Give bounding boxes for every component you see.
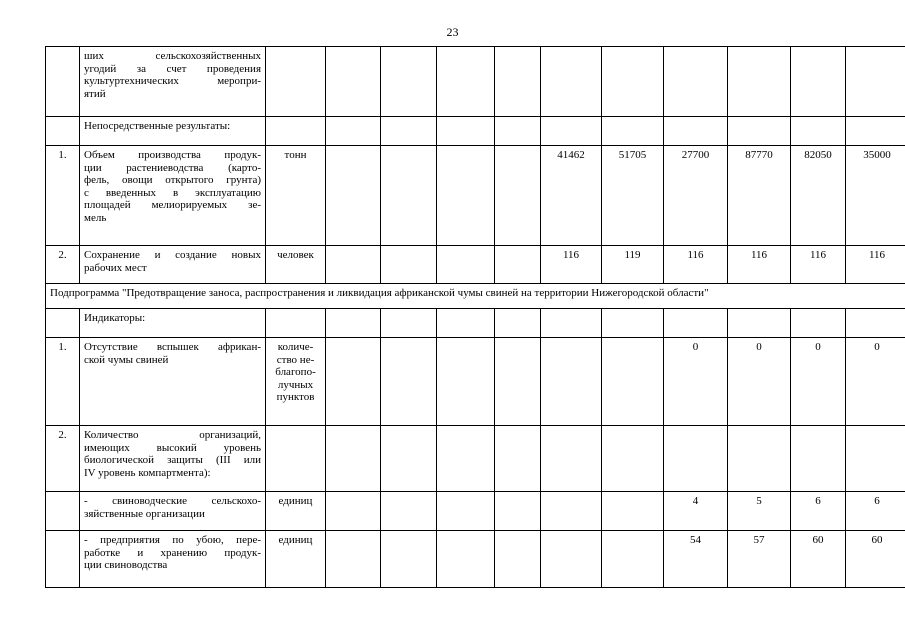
indicator-name: [80, 246, 266, 284]
table-row: [46, 117, 905, 146]
value-cell: [437, 47, 495, 117]
value-cell: [326, 47, 381, 117]
value-cell: [602, 338, 664, 426]
value-cell: [495, 531, 541, 588]
value-cell: [664, 309, 728, 338]
value-cell: [728, 426, 791, 492]
value-cell: [728, 309, 791, 338]
value-cell: 116: [541, 246, 602, 284]
page-number: 23: [446, 25, 459, 39]
row-number: 2.: [46, 426, 80, 492]
unit-line: количе-: [277, 341, 314, 353]
row-number: [46, 531, 80, 588]
indicator-name-line: Отсутствие вспышек африкан-: [84, 341, 261, 353]
value-cell: 6: [846, 492, 905, 531]
table-row: [46, 531, 905, 588]
value-cell: [602, 117, 664, 146]
value-cell: [791, 426, 846, 492]
value-cell: [437, 309, 495, 338]
indicator-name: [80, 338, 266, 426]
value-cell: 116: [791, 246, 846, 284]
value-cell: [326, 492, 381, 531]
value-cell: [437, 117, 495, 146]
indicator-name-line: рабочих мест: [84, 261, 147, 274]
value-cell: [728, 117, 791, 146]
indicator-name-line: имеющих высокий уровень: [84, 441, 261, 454]
value-cell: [326, 309, 381, 338]
indicator-name-line: биологической защиты (III или: [84, 454, 261, 467]
value-cell: [791, 47, 846, 117]
table-body: [46, 47, 905, 588]
value-cell: 116: [728, 246, 791, 284]
value-cell: [437, 492, 495, 531]
value-cell: 0: [791, 338, 846, 426]
value-cell: [728, 47, 791, 117]
value-cell: 41462: [541, 146, 602, 246]
value-cell: [381, 309, 437, 338]
value-cell: [326, 117, 381, 146]
value-cell: [495, 338, 541, 426]
subprogram-row: [46, 284, 905, 309]
indicator-name-line: с введенных в эксплуатацию: [84, 186, 261, 199]
row-number: 2.: [46, 246, 80, 284]
value-cell: [381, 117, 437, 146]
indicator-name-line: IV уровень компартмента):: [84, 466, 211, 479]
indicator-name-line: Непосредственные результаты:: [84, 120, 231, 132]
unit-line: лучных: [277, 378, 314, 391]
table-row: [46, 309, 905, 338]
indicator-name: [80, 117, 266, 146]
indicator-name-line: Количество организаций,: [84, 429, 261, 441]
indicator-name: [80, 492, 266, 531]
value-cell: 82050: [791, 146, 846, 246]
value-cell: 0: [846, 338, 905, 426]
unit-of-measure: [266, 309, 326, 338]
value-cell: [381, 47, 437, 117]
value-cell: [437, 338, 495, 426]
indicator-name-line: Индикаторы:: [84, 312, 146, 324]
value-cell: [495, 246, 541, 284]
table-row: [46, 426, 905, 492]
indicator-name: [80, 426, 266, 492]
row-number: [46, 309, 80, 338]
row-number: 1.: [46, 338, 80, 426]
indicator-name: [80, 47, 266, 117]
indicator-name: [80, 531, 266, 588]
value-cell: [381, 426, 437, 492]
value-cell: [602, 531, 664, 588]
indicator-name-line: ятий: [84, 87, 106, 100]
value-cell: [495, 146, 541, 246]
value-cell: [541, 309, 602, 338]
indicator-name-line: ции свиноводства: [84, 559, 168, 572]
value-cell: 0: [728, 338, 791, 426]
row-number: [46, 117, 80, 146]
value-cell: [846, 117, 905, 146]
value-cell: [437, 246, 495, 284]
value-cell: [541, 492, 602, 531]
value-cell: [381, 338, 437, 426]
value-cell: [541, 117, 602, 146]
value-cell: 27700: [664, 146, 728, 246]
value-cell: 60: [791, 531, 846, 588]
indicator-name-line: - свиноводческие сельскохо-: [84, 495, 261, 507]
value-cell: [791, 309, 846, 338]
unit-of-measure: [266, 117, 326, 146]
value-cell: 4: [664, 492, 728, 531]
unit-of-measure: [266, 531, 326, 588]
value-cell: [437, 531, 495, 588]
row-number: [46, 492, 80, 531]
value-cell: [602, 492, 664, 531]
table-row: [46, 146, 905, 246]
value-cell: 60: [846, 531, 905, 588]
unit-of-measure: [266, 246, 326, 284]
unit-of-measure: [266, 146, 326, 246]
value-cell: 6: [791, 492, 846, 531]
value-cell: [495, 309, 541, 338]
value-cell: [541, 531, 602, 588]
indicator-name-line: работке и хранению продук-: [84, 546, 261, 559]
table-row: [46, 246, 905, 284]
value-cell: [326, 426, 381, 492]
value-cell: 0: [664, 338, 728, 426]
value-cell: [664, 47, 728, 117]
value-cell: [602, 426, 664, 492]
value-cell: 116: [846, 246, 905, 284]
unit-of-measure: [266, 492, 326, 531]
value-cell: [326, 338, 381, 426]
subprogram-title: Подпрограмма "Предотвращение заноса, распространения и ликвидация африканской чумы свиней на территории Нижегородской области": [46, 284, 905, 309]
value-cell: [602, 47, 664, 117]
unit-line: единиц: [278, 495, 313, 507]
value-cell: [495, 117, 541, 146]
indicator-name-line: площадей мелиорируемых зе-: [84, 199, 261, 212]
unit-line: пунктов: [276, 391, 315, 404]
value-cell: [437, 426, 495, 492]
value-cell: 119: [602, 246, 664, 284]
unit-line: тонн: [284, 149, 307, 161]
indicator-name-line: Объем производства продук-: [84, 149, 261, 161]
indicator-name-line: мель: [84, 211, 107, 224]
value-cell: [381, 246, 437, 284]
unit-line: единиц: [278, 534, 313, 546]
indicator-name-line: ции растениеводства (карто-: [84, 161, 261, 174]
unit-of-measure: [266, 426, 326, 492]
unit-line: ство не-: [276, 353, 315, 366]
value-cell: [381, 492, 437, 531]
value-cell: 5: [728, 492, 791, 531]
table-row: [46, 492, 905, 531]
row-number: [46, 47, 80, 117]
value-cell: 57: [728, 531, 791, 588]
indicator-name-line: фель, овощи открытого грунта): [84, 174, 261, 187]
table-row: [46, 338, 905, 426]
unit-line: благопо-: [275, 366, 316, 379]
value-cell: [541, 426, 602, 492]
value-cell: [381, 531, 437, 588]
value-cell: 51705: [602, 146, 664, 246]
value-cell: [495, 426, 541, 492]
unit-of-measure: [266, 338, 326, 426]
value-cell: [664, 117, 728, 146]
value-cell: [381, 146, 437, 246]
value-cell: [541, 47, 602, 117]
indicator-name-line: Сохранение и создание новых: [84, 249, 261, 261]
value-cell: 116: [664, 246, 728, 284]
value-cell: [846, 426, 905, 492]
indicator-name-line: - предприятия по убою, пере-: [84, 534, 261, 546]
value-cell: 54: [664, 531, 728, 588]
value-cell: [602, 309, 664, 338]
indicator-name-line: культуртехнических меропри-: [84, 75, 261, 88]
indicator-table: [45, 46, 905, 588]
value-cell: [541, 338, 602, 426]
value-cell: [326, 146, 381, 246]
unit-of-measure: [266, 47, 326, 117]
value-cell: 87770: [728, 146, 791, 246]
value-cell: [846, 309, 905, 338]
value-cell: [326, 531, 381, 588]
row-number: 1.: [46, 146, 80, 246]
indicator-name-line: ших сельскохозяйственных: [84, 50, 261, 62]
table-row: [46, 47, 905, 117]
value-cell: [791, 117, 846, 146]
value-cell: 35000: [846, 146, 905, 246]
value-cell: [846, 47, 905, 117]
indicator-name-line: зяйственные организации: [84, 507, 205, 520]
value-cell: [495, 47, 541, 117]
indicator-name-line: ской чумы свиней: [84, 353, 169, 366]
indicator-name: [80, 146, 266, 246]
unit-line: человек: [277, 249, 314, 261]
value-cell: [495, 492, 541, 531]
indicator-name-line: угодий за счет проведения: [84, 62, 261, 75]
value-cell: [326, 246, 381, 284]
indicator-name: [80, 309, 266, 338]
value-cell: [437, 146, 495, 246]
value-cell: [664, 426, 728, 492]
